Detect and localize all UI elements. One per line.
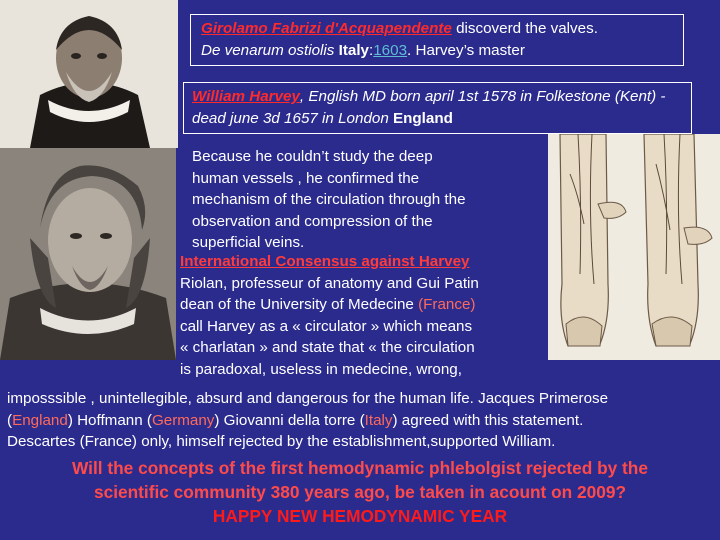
consensus-line: call Harvey as a « circulator » which means xyxy=(180,317,473,335)
because-line: human vessels , he confirmed the xyxy=(192,169,420,187)
arm-veins-illustration xyxy=(548,134,720,360)
closing-statement xyxy=(0,456,720,528)
closing-question-line: Will the concepts of the first hemodynamic phlebolgist rejected by the xyxy=(72,458,648,478)
because-line: superficial veins. xyxy=(192,234,305,251)
harvey-comma: , xyxy=(299,88,305,105)
consensus-line: is paradoxal, useless in medecine, wrong, xyxy=(180,360,462,378)
consensus-line: Riolan, professeur of anatomy and Gui Patin xyxy=(180,274,479,292)
consensus-line: « charlatan » and state that « the circulation xyxy=(180,339,475,356)
because-line: observation and compression of the xyxy=(192,212,433,230)
fabrizi-tail: . Harvey’s master xyxy=(407,42,525,59)
consensus-line-text: dean of the University of Medecine xyxy=(180,296,419,313)
fabrizi-country: Italy xyxy=(338,42,369,59)
hoffmann-text: ) Hoffmann ( xyxy=(67,411,152,429)
fabrizi-info-box xyxy=(190,14,684,66)
germany-label: Germany xyxy=(151,411,215,429)
france-label: (France) xyxy=(418,296,476,313)
because-line: Because he couldn’t study the deep xyxy=(192,148,433,165)
fabrizi-text: discoverd the valves. xyxy=(451,20,598,37)
agreed-text: ) agreed with this statement. xyxy=(392,411,584,429)
england-label: England xyxy=(12,411,68,429)
fabrizi-book: De venarum ostiolis xyxy=(201,42,335,59)
because-line: mechanism of the circulation through the xyxy=(192,191,466,208)
happy-new-year: HAPPY NEW HEMODYNAMIC YEAR xyxy=(212,506,508,526)
paren: ( xyxy=(7,411,13,429)
full-width-paragraph xyxy=(7,388,719,453)
harvey-name: William Harvey xyxy=(192,88,300,105)
fabrizi-portrait xyxy=(0,0,178,148)
fabrizi-colon: : xyxy=(369,42,374,59)
italy-label: Italy xyxy=(364,411,393,429)
consensus-line xyxy=(180,294,550,316)
della-torre-text: ) Giovanni della torre ( xyxy=(214,411,365,429)
full-line: imposssible , unintellegible, absurd and dangerous for the human life. Jacques Primerose xyxy=(7,390,609,407)
because-paragraph xyxy=(192,146,552,254)
harvey-country: England xyxy=(393,110,453,127)
closing-question-line: scientific community 380 years ago, be taken in acount on 2009? xyxy=(93,482,627,502)
harvey-bio: English MD born april 1st 1578 in Folkestone (Kent) - dead june 3d 1657 in London xyxy=(192,88,666,127)
full-line: Descartes (France) only, himself rejected by the establishment,supported William. xyxy=(7,433,556,450)
consensus-paragraph xyxy=(180,251,550,380)
fabrizi-name: Girolamo Fabrizi d'Acquapendente xyxy=(201,20,452,37)
harvey-portrait xyxy=(0,148,176,360)
consensus-heading: International Consensus against Harvey xyxy=(180,253,470,270)
full-line xyxy=(7,410,719,432)
fabrizi-year-link[interactable]: 1603 xyxy=(373,42,408,59)
harvey-info-box xyxy=(183,82,692,134)
